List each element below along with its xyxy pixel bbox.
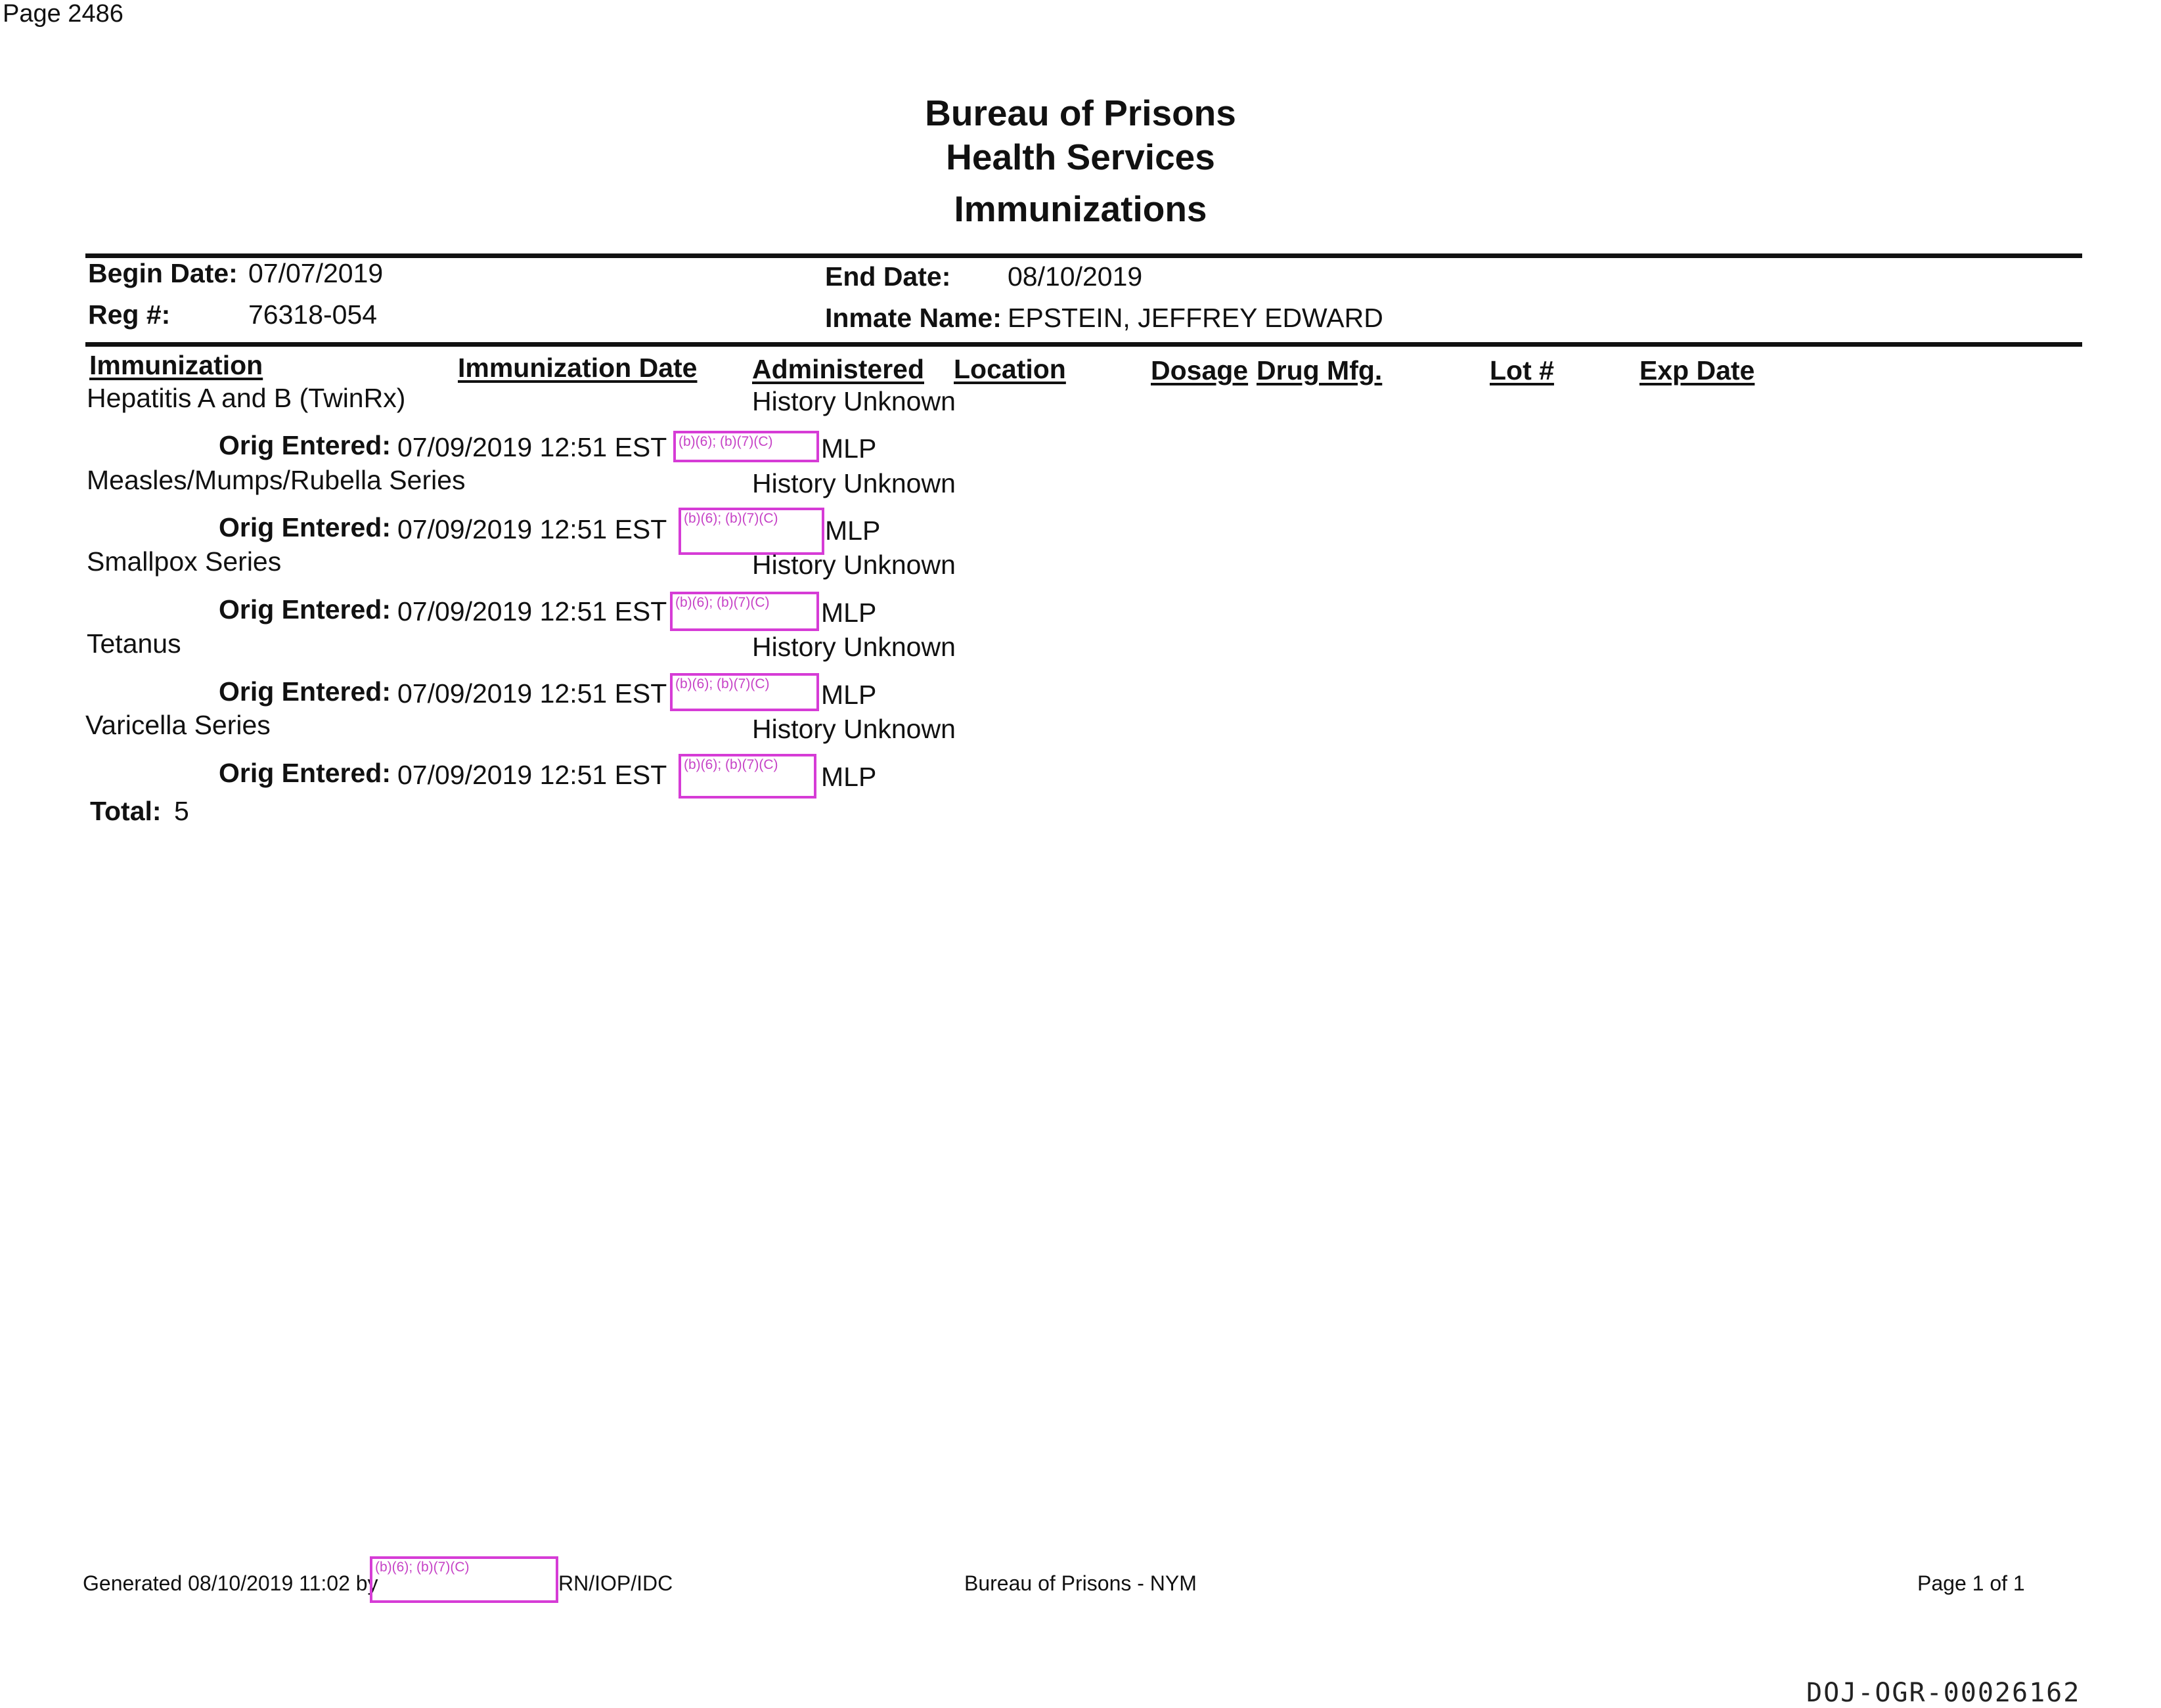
col-exp-date: Exp Date <box>1639 355 1755 385</box>
administered-value: History Unknown <box>752 550 956 580</box>
orig-entered-value: 07/09/2019 12:51 EST <box>397 760 667 790</box>
report-title: Immunizations <box>954 188 1207 229</box>
orig-entered-label: Orig Entered: <box>219 430 391 460</box>
total-value: 5 <box>174 796 189 826</box>
redaction-box: (b)(6); (b)(7)(C) <box>673 431 819 462</box>
orig-entered-label: Orig Entered: <box>219 594 391 624</box>
redaction-box: (b)(6); (b)(7)(C) <box>679 754 816 799</box>
redaction-box: (b)(6); (b)(7)(C) <box>670 673 819 711</box>
orig-entered-label: Orig Entered: <box>219 758 391 788</box>
generated-role: RN/IOP/IDC <box>558 1571 673 1595</box>
entered-by-role: MLP <box>825 515 881 546</box>
orig-entered-value: 07/09/2019 12:51 EST <box>397 514 667 544</box>
orig-entered-value: 07/09/2019 12:51 EST <box>397 432 667 462</box>
redaction-box: (b)(6); (b)(7)(C) <box>679 508 824 555</box>
top-rule <box>85 253 2082 258</box>
agency-title: Bureau of Prisons <box>925 93 1236 133</box>
end-date-value: 08/10/2019 <box>1008 261 1143 292</box>
bates-number: DOJ-OGR-00026162 <box>1806 1678 2081 1708</box>
begin-date-label: Begin Date: <box>88 258 238 288</box>
col-lot: Lot # <box>1490 355 1554 385</box>
inmate-name-value: EPSTEIN, JEFFREY EDWARD <box>1008 303 1383 333</box>
col-location: Location <box>954 354 1066 384</box>
administered-value: History Unknown <box>752 468 956 498</box>
immunization-name: Smallpox Series <box>87 546 282 577</box>
redaction-box: (b)(6); (b)(7)(C) <box>670 592 819 631</box>
info-rule <box>85 342 2082 347</box>
administered-value: History Unknown <box>752 632 956 662</box>
reg-label: Reg #: <box>88 299 171 330</box>
col-dosage: Dosage <box>1151 355 1249 385</box>
begin-date-value: 07/07/2019 <box>248 258 384 288</box>
page-label: Page 2486 <box>3 0 123 28</box>
entered-by-role: MLP <box>821 680 877 710</box>
immunization-name: Measles/Mumps/Rubella Series <box>87 465 466 495</box>
entered-by-role: MLP <box>821 433 877 464</box>
immunization-name: Tetanus <box>87 628 181 659</box>
footer-facility: Bureau of Prisons - NYM <box>964 1571 1197 1595</box>
department-title: Health Services <box>946 137 1215 177</box>
administered-value: History Unknown <box>752 714 956 744</box>
inmate-name-label: Inmate Name: <box>825 303 1002 333</box>
entered-by-role: MLP <box>821 762 877 792</box>
orig-entered-value: 07/09/2019 12:51 EST <box>397 596 667 626</box>
col-immunization: Immunization <box>89 350 263 380</box>
entered-by-role: MLP <box>821 598 877 628</box>
immunization-name: Varicella Series <box>85 710 271 740</box>
total-label: Total: <box>90 796 162 826</box>
administered-value: History Unknown <box>752 386 956 416</box>
footer-redaction-box: (b)(6); (b)(7)(C) <box>370 1556 558 1603</box>
generated-text: Generated 08/10/2019 11:02 by <box>83 1571 378 1595</box>
orig-entered-label: Orig Entered: <box>219 512 391 542</box>
orig-entered-value: 07/09/2019 12:51 EST <box>397 678 667 709</box>
end-date-label: End Date: <box>825 261 951 292</box>
col-immunization-date: Immunization Date <box>458 353 698 383</box>
col-drug-mfg: Drug Mfg. <box>1257 355 1383 385</box>
footer-page-number: Page 1 of 1 <box>1917 1571 2025 1595</box>
immunization-name: Hepatitis A and B (TwinRx) <box>87 383 406 413</box>
col-administered: Administered <box>752 354 924 384</box>
reg-value: 76318-054 <box>248 299 378 330</box>
orig-entered-label: Orig Entered: <box>219 676 391 707</box>
